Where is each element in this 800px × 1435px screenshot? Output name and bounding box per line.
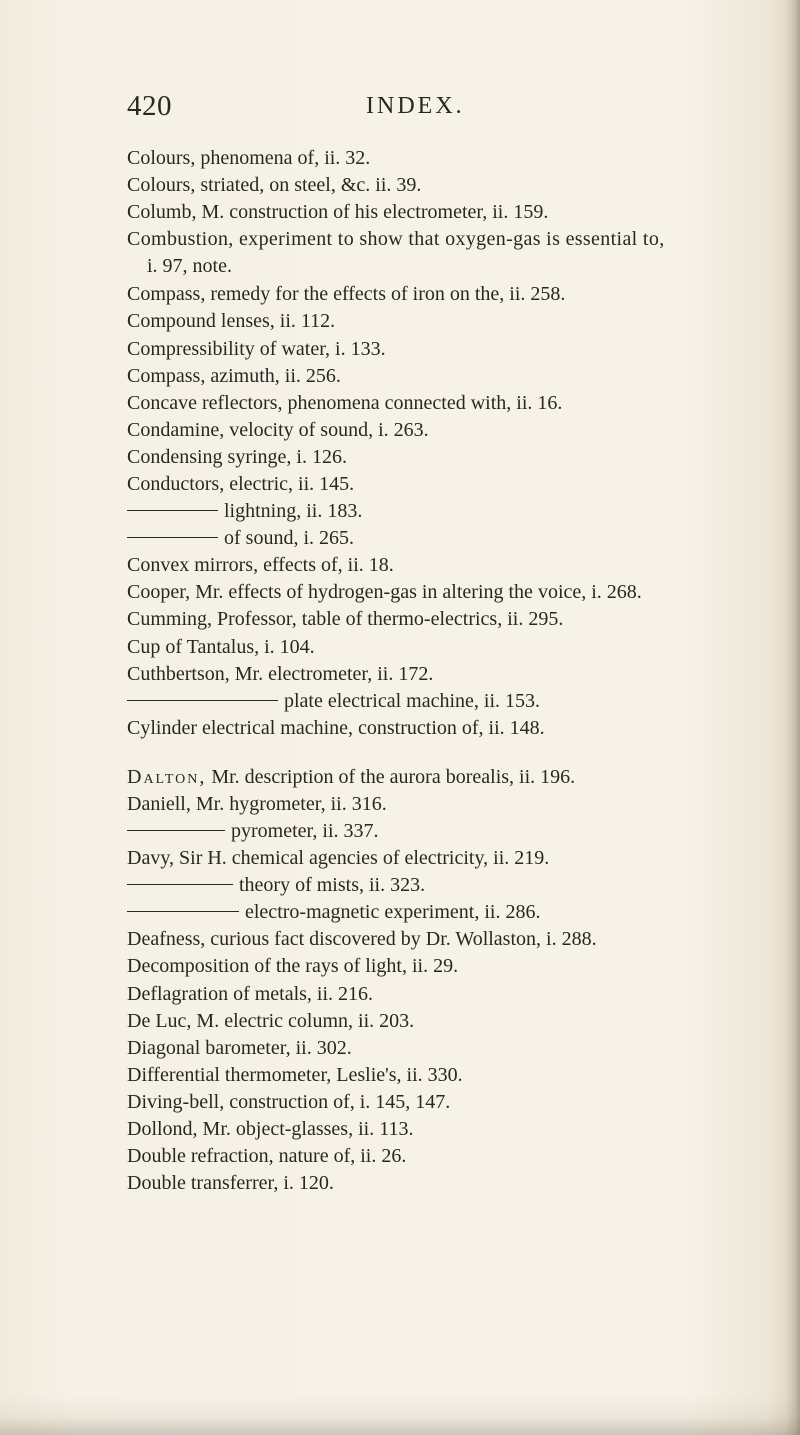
index-entry: Dollond, Mr. object-glasses, ii. 113. xyxy=(127,1118,414,1140)
index-entry xyxy=(127,764,575,790)
index-entry: Concave reflectors, phenomena connected with, ii. 16. xyxy=(127,392,563,414)
index-entry: Decomposition of the rays of light, ii. 29. xyxy=(127,955,459,977)
index-entry: Cooper, Mr. effects of hydrogen-gas in altering the voice, i. 268. xyxy=(127,581,642,603)
index-entry: Colours, phenomena of, ii. 32. xyxy=(127,147,371,169)
index-entry: Diagonal barometer, ii. 302. xyxy=(127,1037,352,1059)
index-entry: Cylinder electrical machine, construction of, ii. 148. xyxy=(127,717,545,739)
running-title: INDEX. xyxy=(366,93,465,119)
index-entry: Cumming, Professor, table of thermo-electrics, ii. 295. xyxy=(127,608,564,630)
page-edge-shadow xyxy=(786,0,800,1435)
index-entry-text: Mr. description of the aurora borealis, ii. 196. xyxy=(206,766,576,788)
index-subentry-text: theory of mists, ii. 323. xyxy=(239,874,426,896)
index-entry: Condensing syringe, i. 126. xyxy=(127,446,347,468)
index-entry: Colours, striated, on steel, &c. ii. 39. xyxy=(127,174,422,196)
index-subentry xyxy=(127,872,425,898)
ditto-dash xyxy=(127,884,233,885)
index-entry: Double transferrer, i. 120. xyxy=(127,1172,334,1194)
index-entry: Cup of Tantalus, i. 104. xyxy=(127,636,315,658)
ditto-dash xyxy=(127,537,218,538)
ditto-dash xyxy=(127,911,239,912)
index-subentry-text: plate electrical machine, ii. 153. xyxy=(284,690,540,712)
index-subentry xyxy=(127,899,540,925)
index-entry: Double refraction, nature of, ii. 26. xyxy=(127,1145,407,1167)
ditto-dash xyxy=(127,700,278,701)
ditto-dash xyxy=(127,830,225,831)
index-entry: Compass, remedy for the effects of iron on the, ii. 258. xyxy=(127,283,566,305)
index-entry-continuation: i. 97, note. xyxy=(147,255,232,277)
index-entry: Condamine, velocity of sound, i. 263. xyxy=(127,419,429,441)
index-entry: Combustion, experiment to show that oxygen-gas is essential to, xyxy=(127,228,665,250)
index-entry: Deafness, curious fact discovered by Dr. Wollaston, i. 288. xyxy=(127,928,597,950)
index-subentry xyxy=(127,498,362,524)
index-entry: Columb, M. construction of his electrometer, ii. 159. xyxy=(127,201,549,223)
index-subentry xyxy=(127,818,379,844)
index-entry: Deflagration of metals, ii. 216. xyxy=(127,983,374,1005)
index-entry: Cuthbertson, Mr. electrometer, ii. 172. xyxy=(127,663,434,685)
index-head-word: Dalton, xyxy=(127,766,207,788)
index-entry: Compass, azimuth, ii. 256. xyxy=(127,365,341,387)
index-entry: Differential thermometer, Leslie's, ii. 330. xyxy=(127,1064,463,1086)
index-subentry xyxy=(127,688,540,714)
index-entry: Convex mirrors, effects of, ii. 18. xyxy=(127,554,394,576)
index-subentry-text: pyrometer, ii. 337. xyxy=(231,820,379,842)
page-bottom-shadow xyxy=(0,1395,800,1435)
index-subentry-text: of sound, i. 265. xyxy=(224,527,354,549)
index-subentry xyxy=(127,525,354,551)
index-entry: Compound lenses, ii. 112. xyxy=(127,310,336,332)
index-entry: Daniell, Mr. hygrometer, ii. 316. xyxy=(127,793,387,815)
index-subentry-text: lightning, ii. 183. xyxy=(224,500,363,522)
ditto-dash xyxy=(127,510,218,511)
index-entry: Conductors, electric, ii. 145. xyxy=(127,473,355,495)
index-entry: Diving-bell, construction of, i. 145, 147. xyxy=(127,1091,451,1113)
page-number: 420 xyxy=(127,90,172,122)
index-entry: De Luc, M. electric column, ii. 203. xyxy=(127,1010,415,1032)
index-entry: Davy, Sir H. chemical agencies of electricity, ii. 219. xyxy=(127,847,550,869)
index-subentry-text: electro-magnetic experiment, ii. 286. xyxy=(245,901,541,923)
page-header xyxy=(127,86,467,126)
index-entry: Compressibility of water, i. 133. xyxy=(127,338,386,360)
